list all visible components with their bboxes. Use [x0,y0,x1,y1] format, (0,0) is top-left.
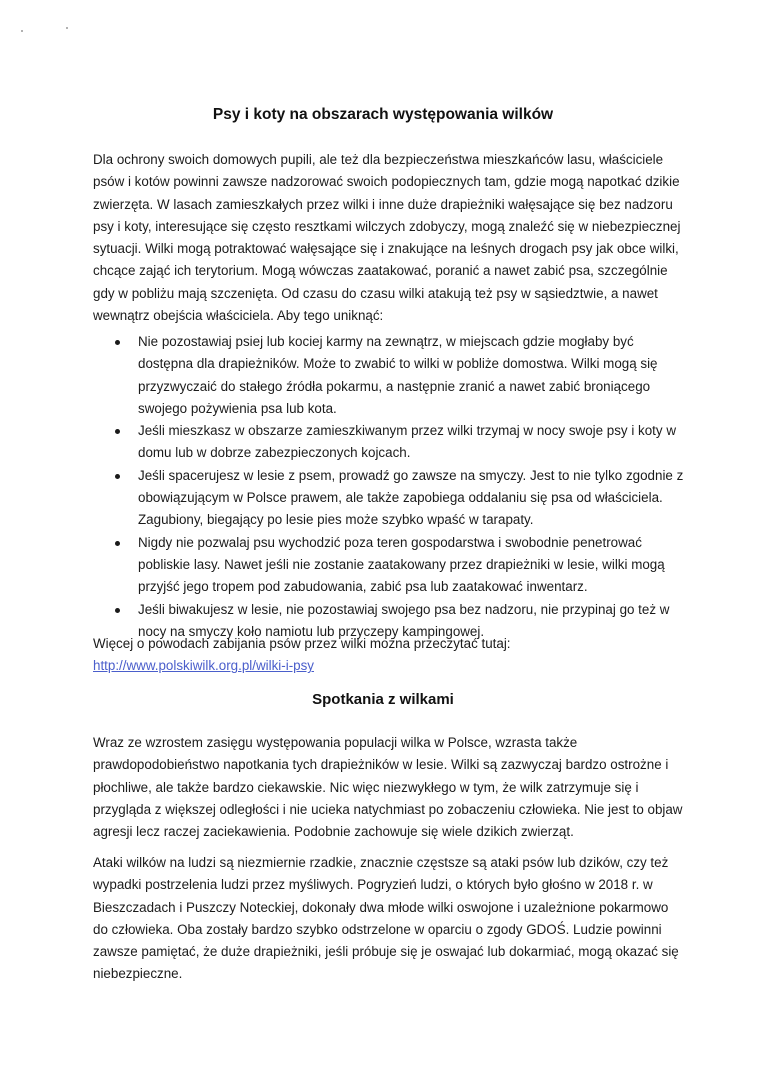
text-line: chcące zająć ich terytorium. Mogą wówczas zaatakować, poranić a nawet zabić psa, szczególnie [93,263,668,279]
text-line: przygląda z większej odległości i nie ucieka natychmiast po zobaczeniu człowieka. Nie jest to objaw [93,801,683,817]
text-line: Jeśli biwakujesz w lesie, nie pozostawiaj swojego psa bez nadzoru, nie przypinaj go też w [138,601,670,617]
text-line: wewnątrz obejścia właściciela. Aby tego uniknąć: [93,308,384,324]
intro-paragraph [93,149,683,327]
attacks-paragraph [93,852,683,986]
list-item [93,331,683,420]
text-line: agresji lecz raczej zaciekawienia. Podobnie zachowuje się wiele dzikich zwierząt. [93,824,574,840]
text-line: zawsze pamiętać, że duże drapieżniki, jeśli próbuje się je oswajać lub dokarmiać, mogą okazać się [93,944,679,960]
text-line: Nie pozostawiaj psiej lub kociej karmy na zewnątrz, w miejscach gdzie mogłaby być [138,334,634,349]
list-item [93,532,683,599]
section-heading: Spotkania z wilkami [312,691,454,708]
more-info-link[interactable]: http://www.polskiwilk.org.pl/wilki-i-psy [93,658,314,674]
text-line: Ataki wilków na ludzi są niezmiernie rzadkie, znacznie częstsze są ataki psów lub dzików, czy też [93,855,669,870]
text-line: zwierzęta. W lasach zamieszkałych przez wilki i inne duże drapieżniki wałęsające się bez nadzoru [93,196,673,212]
scan-speck [66,27,68,29]
text-line: do człowieka. Oba zostały bardzo szybko odstrzelone w oparciu o zgody GDOŚ. Ludzie powinni [93,921,662,937]
text-line: przyjść jego tropem pod zabudowania, zabić psa lub zaatakować inwentarz. [138,579,588,595]
text-line: wypadki postrzelenia ludzi przez myśliwych. Pogryzień ludzi, o których było głośno w 2018 r. w [93,877,653,893]
more-info-paragraph [93,633,683,678]
advice-list [93,331,683,643]
text-line: Jeśli spacerujesz w lesie z psem, prowadź go zawsze na smyczy. Jest to nie tylko zgodnie z [138,467,684,483]
text-line: domu lub w dobrze zabezpieczonych kojcach. [138,445,411,461]
more-info-text: Więcej o powodach zabijania psów przez wilki można przeczytać tutaj: [93,636,511,651]
list-item [93,420,683,465]
text-line: Zagubiony, biegający po lesie pies może szybko wpaść w tarapaty. [138,512,534,528]
text-line: płochliwe, ale także bardzo ciekawskie. Nic więc niezwykłego w tym, że wilk zatrzymuje się i [93,779,639,795]
text-line: nocy na smyczy koło namiotu lub przyczepy kampingowej. [138,623,485,639]
text-line: swojego pożywienia psa lub kota. [138,400,337,416]
scan-speck [21,30,23,32]
text-line: obowiązującym w Polsce prawem, ale także zapobiega oddalaniu się psa od właściciela. [138,490,663,506]
list-item [93,465,683,532]
text-line: Bieszczadach i Puszczy Noteckiej, dokonały dwa młode wilki oswojone i uzależnione pokarmowo [93,899,669,915]
text-line: Dla ochrony swoich domowych pupili, ale też dla bezpieczeństwa mieszkańców lasu, właściciele [93,152,664,167]
text-line: dostępna dla drapieżników. Może to zwabić to wilki w pobliże domostwa. Wilki mogą się [138,356,658,372]
text-line: niebezpieczne. [93,966,183,982]
text-line: Wraz ze wzrostem zasięgu występowania populacji wilka w Polsce, wzrasta także [93,735,578,750]
text-line: Jeśli mieszkasz w obszarze zamieszkiwanym przez wilki trzymaj w nocy swoje psy i koty w [138,423,676,439]
document-title: Psy i koty na obszarach występowania wilków [212,106,554,123]
text-line: gdy w pobliżu mają szczenięta. Od czasu do czasu wilki atakują też psy w sąsiedztwie, a nawet [93,285,658,301]
text-line: Nigdy nie pozwalaj psu wychodzić poza teren gospodarstwa i swobodnie penetrować [138,534,642,550]
text-line: psy i koty, interesujące się często resztkami wilczych zdobyczy, mogą znaleźć się w niebezpiecznej [93,218,681,234]
text-line: przyzwyczaić do stałego źródła pokarmu, a następnie zranić a nawet zabić broniącego [138,378,651,394]
text-line: sytuacji. Wilki mogą potraktować wałęsające się i znakujące na leśnych drogach psy jak obce wilki, [93,241,679,257]
encounters-paragraph [93,732,683,843]
text-line: pobliskie lasy. Nawet jeśli nie zostanie zaatakowany przez drapieżniki w lesie, wilki mogą [138,556,665,572]
text-line: psów i kotów powinni zawsze nadzorować swoich podopiecznych tam, gdzie mogą napotkać dzikie [93,174,680,190]
text-line: prawdopodobieństwo napotkania tych drapieżników w lesie. Wilki są zazwyczaj bardzo ostrożne i [93,757,669,773]
